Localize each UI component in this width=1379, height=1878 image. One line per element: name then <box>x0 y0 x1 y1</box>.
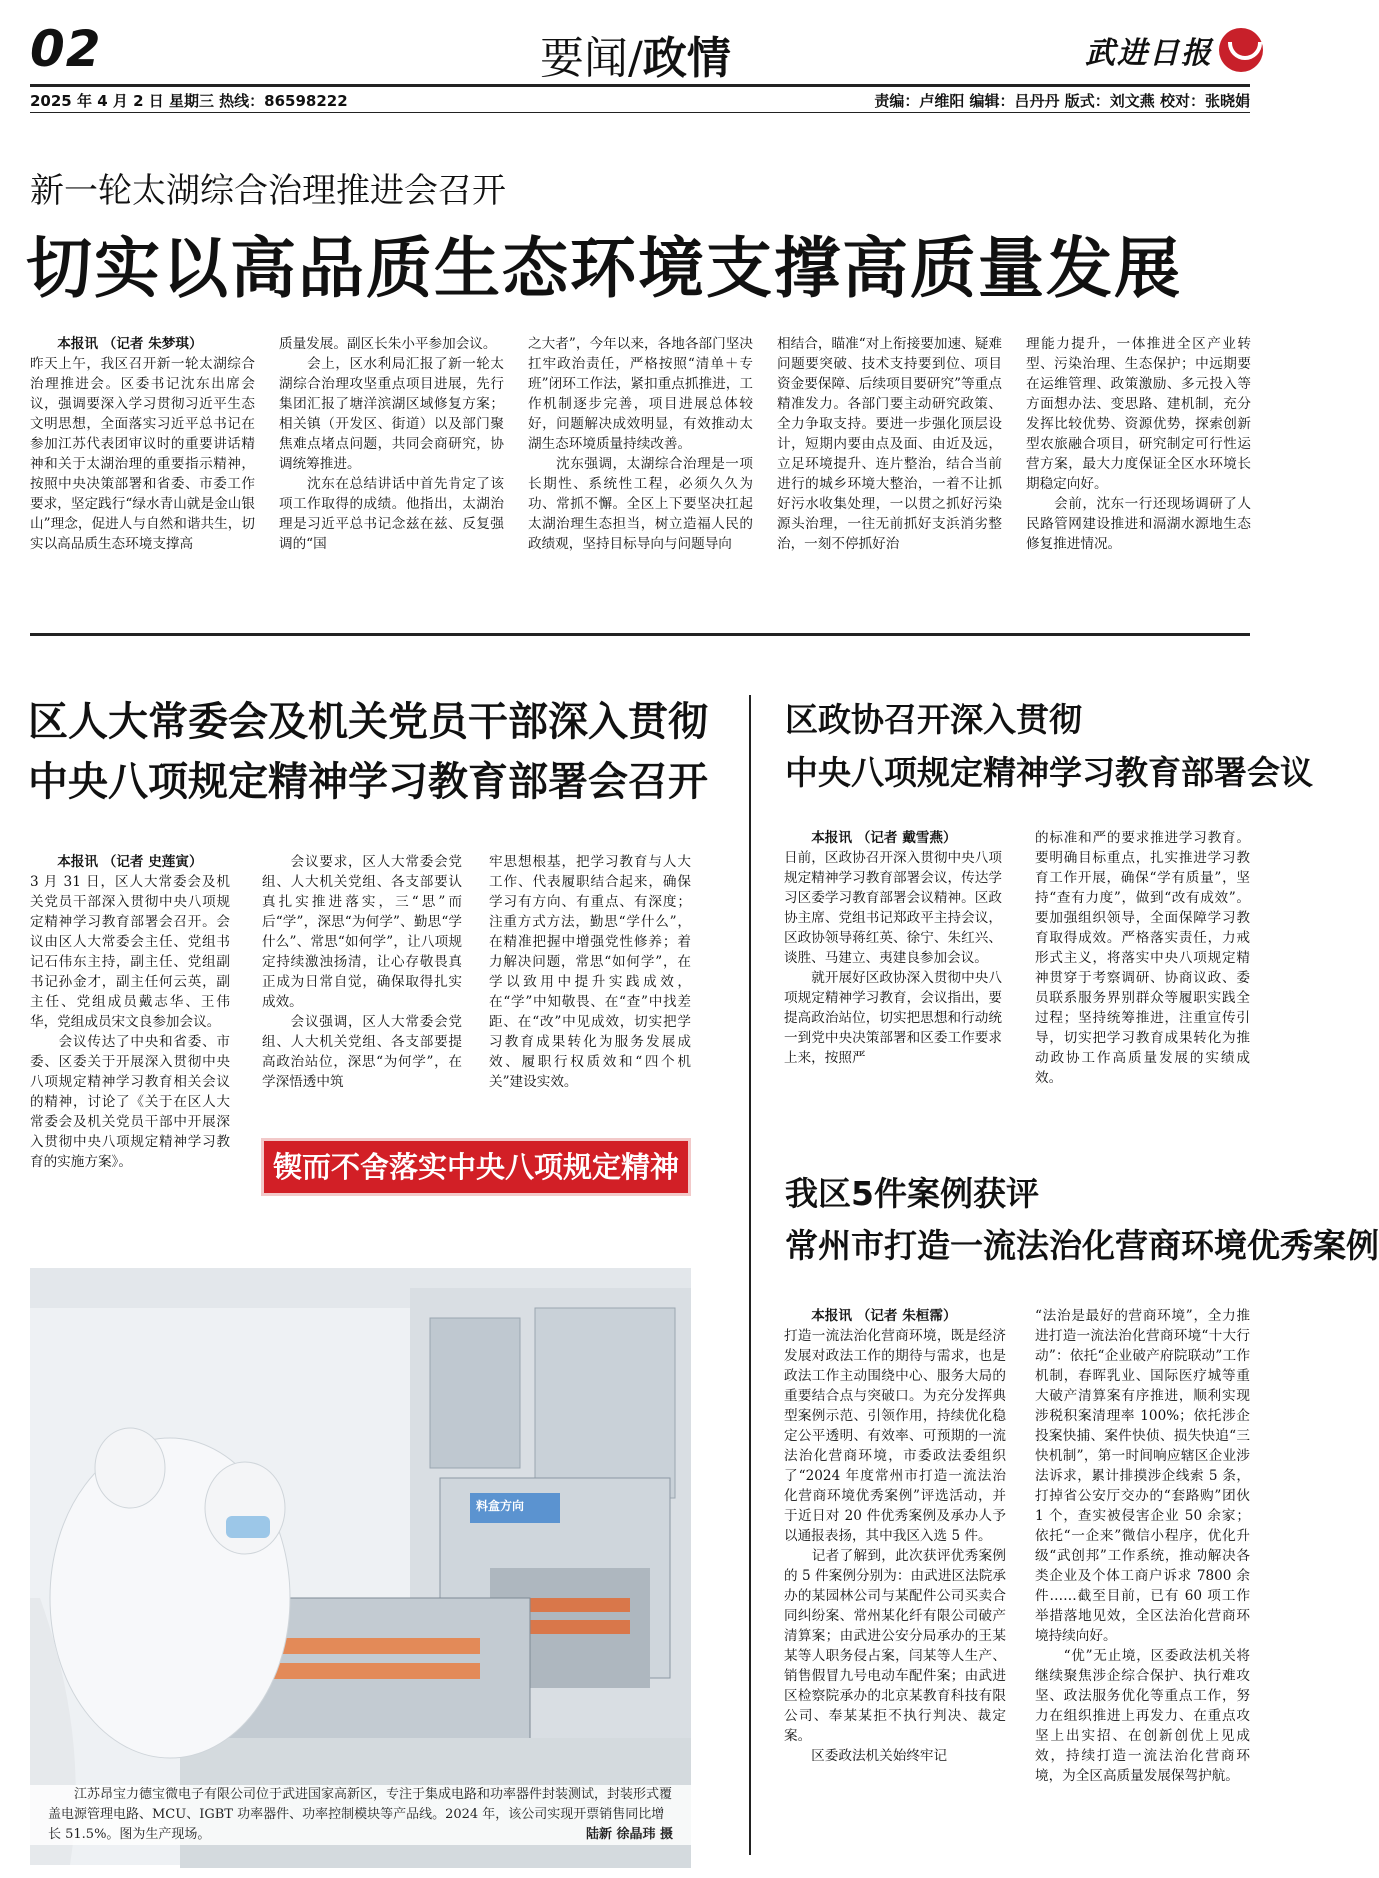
photo-caption-text: 江苏昂宝力德宝微电子有限公司位于武进国家高新区，专注于集成电路和功率器件封装测试，封装形式覆盖电源管理电路、MCU、IGBT 功率器件、功率控制模块等产品线。2024 年，该公司实现开票销售同比增长 51.5%。图为生产现场。 <box>48 1787 673 1842</box>
page-number: 02 <box>30 20 102 78</box>
law-text-1: 打造一流法治化营商环境，既是经济发展对政法工作的期待与需求，也是政法工作主动围绕中心、服务大局的重要结合点与突破口。为充分发挥典型案例示范、引领作用，持续优化稳定公平透明、有效率、可预期的一流法治化营商环境，市委政法委组织了“2024 年度常州市打造一流法治化营商环境优秀案例”评选活动，并于近日对 20 件优秀案例及承办人予以通报表扬，其中我区入选 5 件。 记者了解到，此次获评优秀案例的 5 件案例分别为：由武进区法院承办的某园林公司与某配件公司买卖合同纠纷案、常州某化纤有限公司破产清算案；由武进公安分局承办的王某某等人职务侵占案，闫某等人生产、销售假冒九号电动车配件案；由武进区检察院承办的北京某教育科技有限公司、奉某某拒不执行判决、裁定案。 区委政法机关始终牢记 <box>784 1328 1006 1764</box>
law-headline-line-2: 常州市打造一流法治化营商环境优秀案例 <box>785 1226 1379 1265</box>
lead-kicker: 新一轮太湖综合治理推进会召开 <box>30 171 506 211</box>
lead-column-1 <box>30 334 255 624</box>
date-line: 2025 年 4 月 2 日 星期三 热线：86598222 <box>30 92 348 110</box>
factory-photo-illustration <box>30 1268 691 1865</box>
law-headline-line-1: 我区5件案例获评 <box>785 1174 1039 1213</box>
section-title-light: 要闻/ <box>540 33 643 84</box>
masthead-rule-thin <box>30 112 1250 113</box>
floor-sign: 料盒方向 <box>476 1499 525 1513</box>
law-column-2: “法治是最好的营商环境”，全力推进打造一流法治化营商环境“十大行动”：依托“企业破产府院联动”工作机制，春晖乳业、国际医疗城等重大破产清算案有序推进，顺利实现涉税积案清理率 100%；依托涉企投案快捕、案件快侦、损失快追“三快机制”，第一时间响应辖区企业涉法诉求，累计排摸涉企线索 5 条，打掉省公安厅交办的“套路购”团伙 1 个，查实被侵害企业 50 余家；依托“一企来”微信小程序，优化升级“武创邦”工作系统，推动解决各类企业及个体工商户诉求 7800 余件……截至目前，已有 60 项工作举措落地见效，全区法治化营商环境持续向好。 “优”无止境，区委政法机关将继续聚焦涉企综合保护、执行难攻坚、政法服务优化等重点工作，努力在组织推进上再发力、在重点攻坚上出实招、在创新创优上见成效，持续打造一流法治化营商环境，为全区高质量发展保驾护航。 <box>1035 1308 1250 1784</box>
paper-name: 武进日报 <box>1085 36 1213 71</box>
npc-column-1 <box>30 852 230 1214</box>
lead-byline: 本报讯 （记者 朱梦琪） <box>57 336 203 352</box>
cppcc-column-2: 的标准和严的要求推进学习教育。要明确目标重点，扎实推进学习教育工作开展，确保“学有质量”，坚持“查有力度”，做到“改有成效”。要加强组织领导，全面保障学习教育取得成效。严格落实责任，力戒形式主义，将落实中央八项规定精神贯穿于考察调研、协商议政、委员联系服务界别群众等履职实践全过程；坚持统筹推进，注重宣传引导，切实把学习教育成果转化为推动政协工作高质量发展的实绩成效。 <box>1035 830 1250 1086</box>
cppcc-headline-line-1: 区政协召开深入贯彻 <box>785 700 1082 739</box>
npc-byline: 本报讯 （记者 史莲寅） <box>57 854 203 870</box>
lead-column-2: 质量发展。副区长朱小平参加会议。 会上，区水利局汇报了新一轮太湖综合治理攻坚重点项目进展，先行集团汇报了塘洋滨湖区域修复方案；相关镇（开发区、街道）以及部门聚焦难点堵点问题，共同会商研究，协调统筹推进。 沈东在总结讲话中首先肯定了该项工作取得的成绩。他指出，太湖治理是习近平总书记念兹在兹、反复强调的“国 <box>279 336 504 552</box>
npc-text-1: 3 月 31 日，区人大常委会及机关党员干部深入贯彻中央八项规定精神学习教育部署会召开。会议由区人大常委会主任、党组书记石伟东主持，副主任、党组副书记孙金才，副主任何云英，副主任、党组成员戴志华、王伟华，党组成员宋文良参加会议。 会议传达了中央和省委、市委、区委关于开展深入贯彻中央八项规定精神学习教育相关会议的精神，讨论了《关于在区人大常委会及机关党员干部中开展深入贯彻中央八项规定精神学习教育的实施方案》。 <box>30 874 230 1170</box>
section-title <box>540 22 731 86</box>
photo-caption <box>30 1785 691 1845</box>
npc-headline-line-1: 区人大常委会及机关党员干部深入贯彻 <box>28 699 708 745</box>
masthead-rule <box>30 84 1250 87</box>
paper-logo <box>1085 28 1263 72</box>
lead-column-4: 相结合，瞄准“对上衔接要加速、疑难问题要突破、技术支持要到位、项目资金要保障、后续项目要研究”等重点精准发力。各部门要主动研究政策、全力争取支持。要进一步强化顶层设计，短期内要由点及面、由近及远，立足环境提升、连片整治，结合当前进行的城乡环境大整治，一着不让抓好污水收集处理，一以贯之抓好污染源头治理，一往无前抓好支浜消劣整治，一刻不停抓好治 <box>777 336 1002 552</box>
cppcc-text-1: 日前，区政协召开深入贯彻中央八项规定精神学习教育部署会议，传达学习区委学习教育部署会议精神。区政协主席、党组书记郑政平主持会议，区政协领导蒋红英、徐宁、朱红兴、谈胜、马建立、夷建良参加会议。 就开展好区政协深入贯彻中央八项规定精神学习教育，会议指出，要提高政治站位，切实把思想和行动统一到党中央决策部署和区委工作要求上来，按照严 <box>784 850 1002 1066</box>
lead-headline: 切实以高品质生态环境支撑高质量发展 <box>26 230 1182 307</box>
npc-column-2: 会议要求，区人大常委会党组、人大机关党组、各支部要认真扎实推进落实，三“思”而后“学”，深思“为何学”、勤思“学什么”、常思“如何学”，让八项规定持续激浊扬清，让心存敬畏真正成为日常自觉，确保取得扎实成效。 会议强调，区人大常委会党组、人大机关党组、各支部要提高政治站位，深思“为何学”，在学深悟透中筑 <box>262 854 462 1090</box>
lead-column-3: 之大者”，今年以来，各地各部门坚决扛牢政治责任，严格按照“清单＋专班”闭环工作法，紧扣重点抓推进，工作机制逐步完善，项目进展总体较好，问题解决成效明显，有效推动太湖生态环境质量持续改善。 沈东强调，太湖综合治理是一项长期性、系统性工程，必须久久为功、常抓不懈。全区上下要坚决扛起太湖治理生态担当，树立造福人民的政绩观，坚持目标导向与问题导向 <box>528 336 753 552</box>
npc-headline-line-2: 中央八项规定精神学习教育部署会召开 <box>28 759 708 805</box>
lead-column-5: 理能力提升，一体推进全区产业转型、污染治理、生态保护；中远期要在运维管理、政策激励、多元投入等方面想办法、变思路、建机制，充分发挥比较优势、资源优势，探索创新型农旅融合项目，研究制定可行性运营方案，最大力度保证全区水环境长期稳定向好。 会前，沈东一行还现场调研了人民路管网建设推进和滆湖水源地生态修复推进情况。 <box>1026 336 1251 552</box>
factory-photo <box>30 1268 691 1865</box>
cppcc-headline-line-2: 中央八项规定精神学习教育部署会议 <box>785 753 1313 792</box>
law-byline: 本报讯 （记者 朱桓霈） <box>811 1308 957 1324</box>
law-column-1 <box>784 1306 1006 1864</box>
section-title-bold: 政情 <box>642 33 731 84</box>
npc-banner: 锲而不舍落实中央八项规定精神 <box>261 1138 691 1196</box>
lead-text-1: 昨天上午，我区召开新一轮太湖综合治理推进会。区委书记沈东出席会议，强调要深入学习贯彻习近平生态文明思想，全面落实习近平总书记在参加江苏代表团审议时的重要讲话精神和关于太湖治理的重要指示精神，按照中央决策部署和省委、市委工作要求，坚定践行“绿水青山就是金山银山”理念，促进人与自然和谐共生，切实以高品质生态环境支撑高 <box>30 356 255 552</box>
lead-bottom-rule <box>30 633 1250 636</box>
cppcc-byline: 本报讯 （记者 戴雪燕） <box>811 830 957 846</box>
cppcc-column-1 <box>784 828 1002 1128</box>
photo-credit: 陆新 徐晶玮 摄 <box>585 1827 673 1842</box>
paper-logo-icon <box>1219 28 1263 72</box>
column-divider <box>749 695 751 1855</box>
npc-column-3: 牢思想根基，把学习教育与人大工作、代表履职结合起来，确保学习有方向、有重点、有深度；注重方式方法，勤思“学什么”，在精准把握中增强党性修养；着力解决问题，常思“如何学”，在学以致用中提升实践成效，在“学”中知敬畏、在“查”中找差距、在“改”中见成效，切实把学习教育成果转化为服务发展成效、履职行权质效和“四个机关”建设实效。 <box>489 854 691 1090</box>
editors-line: 责编：卢维阳 编辑：吕丹丹 版式：刘文燕 校对：张晓娟 <box>874 92 1250 110</box>
